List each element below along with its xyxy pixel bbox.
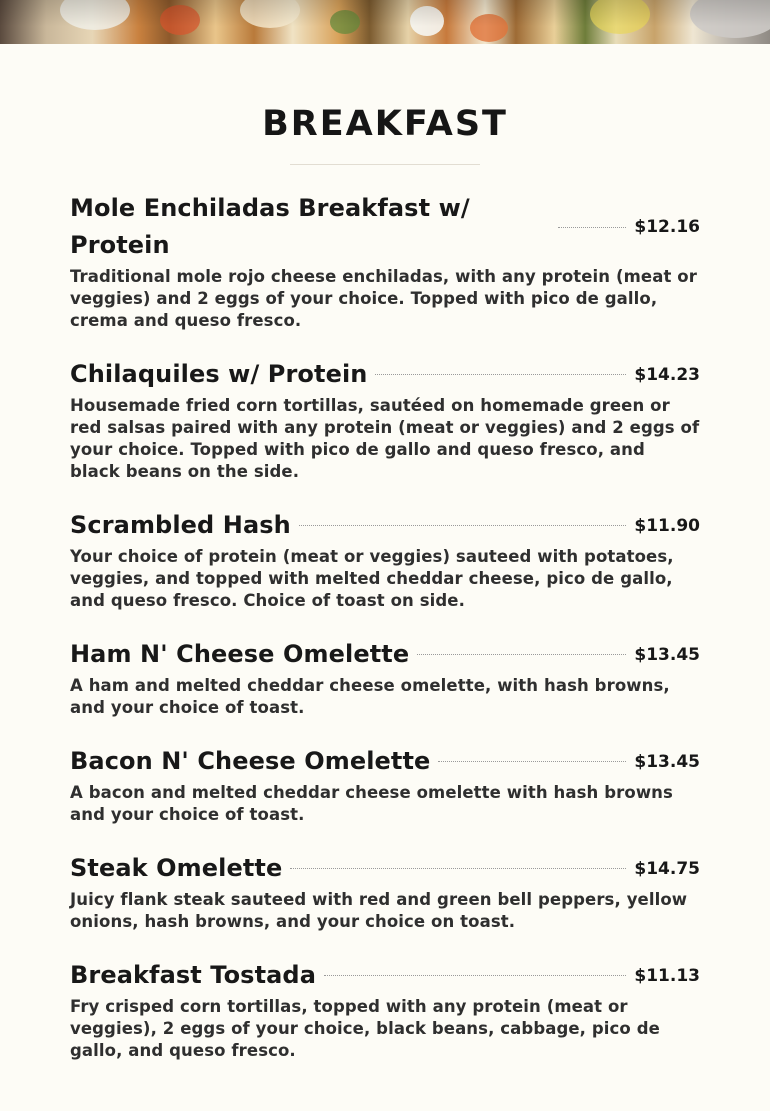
menu-item-header: [70, 507, 700, 544]
menu-item-header: [70, 743, 700, 780]
menu-item: [70, 957, 700, 1062]
menu-item: [70, 636, 700, 719]
menu-item-name: Bacon N' Cheese Omelette: [70, 747, 431, 775]
dotted-leader: [375, 374, 626, 375]
menu-item-price: $11.90: [634, 515, 700, 536]
menu-item-price: $11.13: [634, 965, 700, 986]
menu-item-price: $14.23: [634, 364, 700, 385]
menu-item-name: Scrambled Hash: [70, 511, 291, 539]
menu-list: [70, 190, 700, 1086]
menu-item-description: Traditional mole rojo cheese enchiladas, with any protein (meat or veggies) and 2 eggs of your choice. Topped with pico de gallo, crema and queso fresco.: [70, 267, 697, 330]
menu-item-header: [70, 850, 700, 887]
food-banner-image: [0, 0, 770, 44]
menu-item-description: Fry crisped corn tortillas, topped with any protein (meat or veggies), 2 eggs of your choice, black beans, cabbage, pico de gallo, and queso fresco.: [70, 997, 660, 1060]
menu-item-header: [70, 636, 700, 673]
menu-item-name: Ham N' Cheese Omelette: [70, 640, 410, 668]
menu-item-price: $13.45: [634, 751, 700, 772]
dotted-leader: [558, 227, 626, 228]
menu-item: [70, 507, 700, 612]
menu-item-description: Your choice of protein (meat or veggies) sauteed with potatoes, veggies, and topped with melted cheddar cheese, pico de gallo, and queso fresco. Choice of toast on side.: [70, 547, 674, 610]
menu-item-name: Mole Enchiladas Breakfast w/ Protein: [70, 194, 470, 259]
menu-item-description: Juicy flank steak sauteed with red and green bell peppers, yellow onions, hash browns, and your choice on toast.: [70, 890, 688, 931]
menu-item-name: Chilaquiles w/ Protein: [70, 360, 368, 388]
menu-item: [70, 743, 700, 826]
menu-item-price: $12.16: [634, 217, 700, 237]
menu-item: [70, 850, 700, 933]
menu-item-price: $14.75: [634, 858, 700, 879]
dotted-leader: [324, 975, 626, 976]
menu-item: [70, 190, 700, 332]
dotted-leader: [290, 868, 626, 869]
menu-item-description: Housemade fried corn tortillas, sautéed on homemade green or red salsas paired with any protein (meat or veggies) and 2 eggs of your choice. Topped with pico de gallo and queso fresco, and black beans on the side.: [70, 396, 700, 481]
dotted-leader: [417, 654, 626, 655]
menu-item-description: A bacon and melted cheddar cheese omelette with hash browns and your choice of toast.: [70, 783, 673, 824]
dotted-leader: [299, 525, 627, 526]
menu-item-header: [70, 356, 700, 393]
dotted-leader: [438, 761, 626, 762]
title-divider: [290, 164, 480, 165]
menu-item: [70, 356, 700, 483]
menu-item-price: $13.45: [634, 644, 700, 665]
menu-item-header: [70, 190, 700, 264]
menu-item-name: Breakfast Tostada: [70, 961, 317, 989]
section-title: BREAKFAST: [262, 104, 508, 144]
menu-item-name: Steak Omelette: [70, 854, 283, 882]
menu-item-description: A ham and melted cheddar cheese omelette, with hash browns, and your choice of toast.: [70, 676, 670, 717]
menu-item-header: [70, 957, 700, 994]
